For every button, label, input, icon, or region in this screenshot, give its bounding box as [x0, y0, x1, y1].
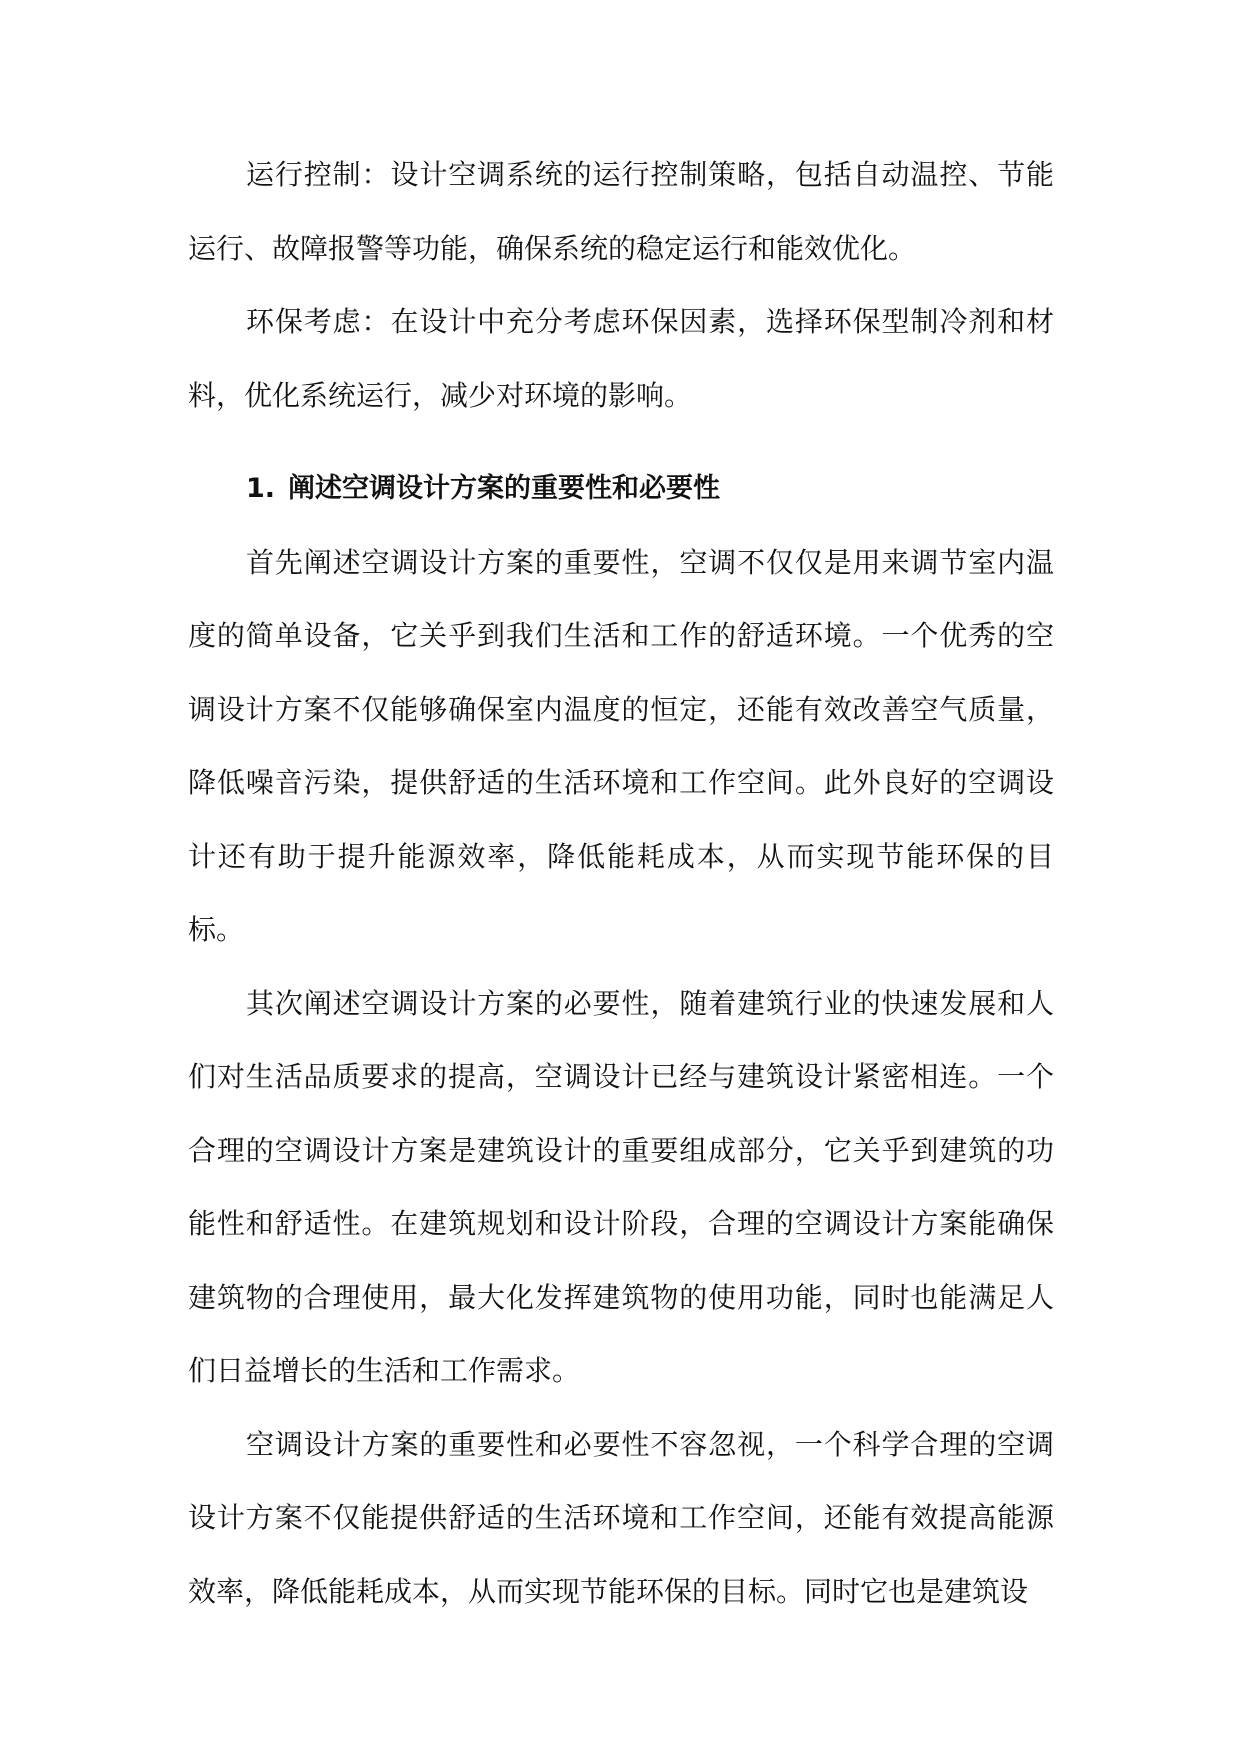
paragraph-necessity: 其次阐述空调设计方案的必要性，随着建筑行业的快速发展和人们对生活品质要求的提高，空调设计已经与建筑设计紧密相连。一个合理的空调设计方案是建筑设计的重要组成部分，它关乎到建筑的功能性和舒适性。在建筑规划和设计阶段，合理的空调设计方案能确保建筑物的合理使用，最大化发挥建筑物的使用功能，同时也能满足人们日益增长的生活和工作需求。 [188, 986, 1054, 1387]
section-number: 1. [246, 473, 276, 504]
document-body [188, 138, 1054, 1628]
paragraph-summary: 空调设计方案的重要性和必要性不容忽视，一个科学合理的空调设计方案不仅能提供舒适的生活环境和工作空间，还能有效提高能源效率，降低能耗成本，从而实现节能环保的目标。同时它也是建筑设 [188, 1427, 1054, 1608]
paragraph-importance: 首先阐述空调设计方案的重要性，空调不仅仅是用来调节室内温度的简单设备，它关乎到我们生活和工作的舒适环境。一个优秀的空调设计方案不仅能够确保室内温度的恒定，还能有效改善空气质量，降低噪音污染，提供舒适的生活环境和工作空间。此外良好的空调设计还有助于提升能源效率，降低能耗成本，从而实现节能环保的目标。 [188, 545, 1054, 946]
paragraph-environmental: 环保考虑：在设计中充分考虑环保因素，选择环保型制冷剂和材料，优化系统运行，减少对环境的影响。 [188, 305, 1054, 412]
section-heading [188, 452, 1054, 526]
section-title: 阐述空调设计方案的重要性和必要性 [288, 473, 720, 504]
paragraph-operation-control: 运行控制：设计空调系统的运行控制策略，包括自动温控、节能运行、故障报警等功能，确保系统的稳定运行和能效优化。 [188, 158, 1054, 265]
